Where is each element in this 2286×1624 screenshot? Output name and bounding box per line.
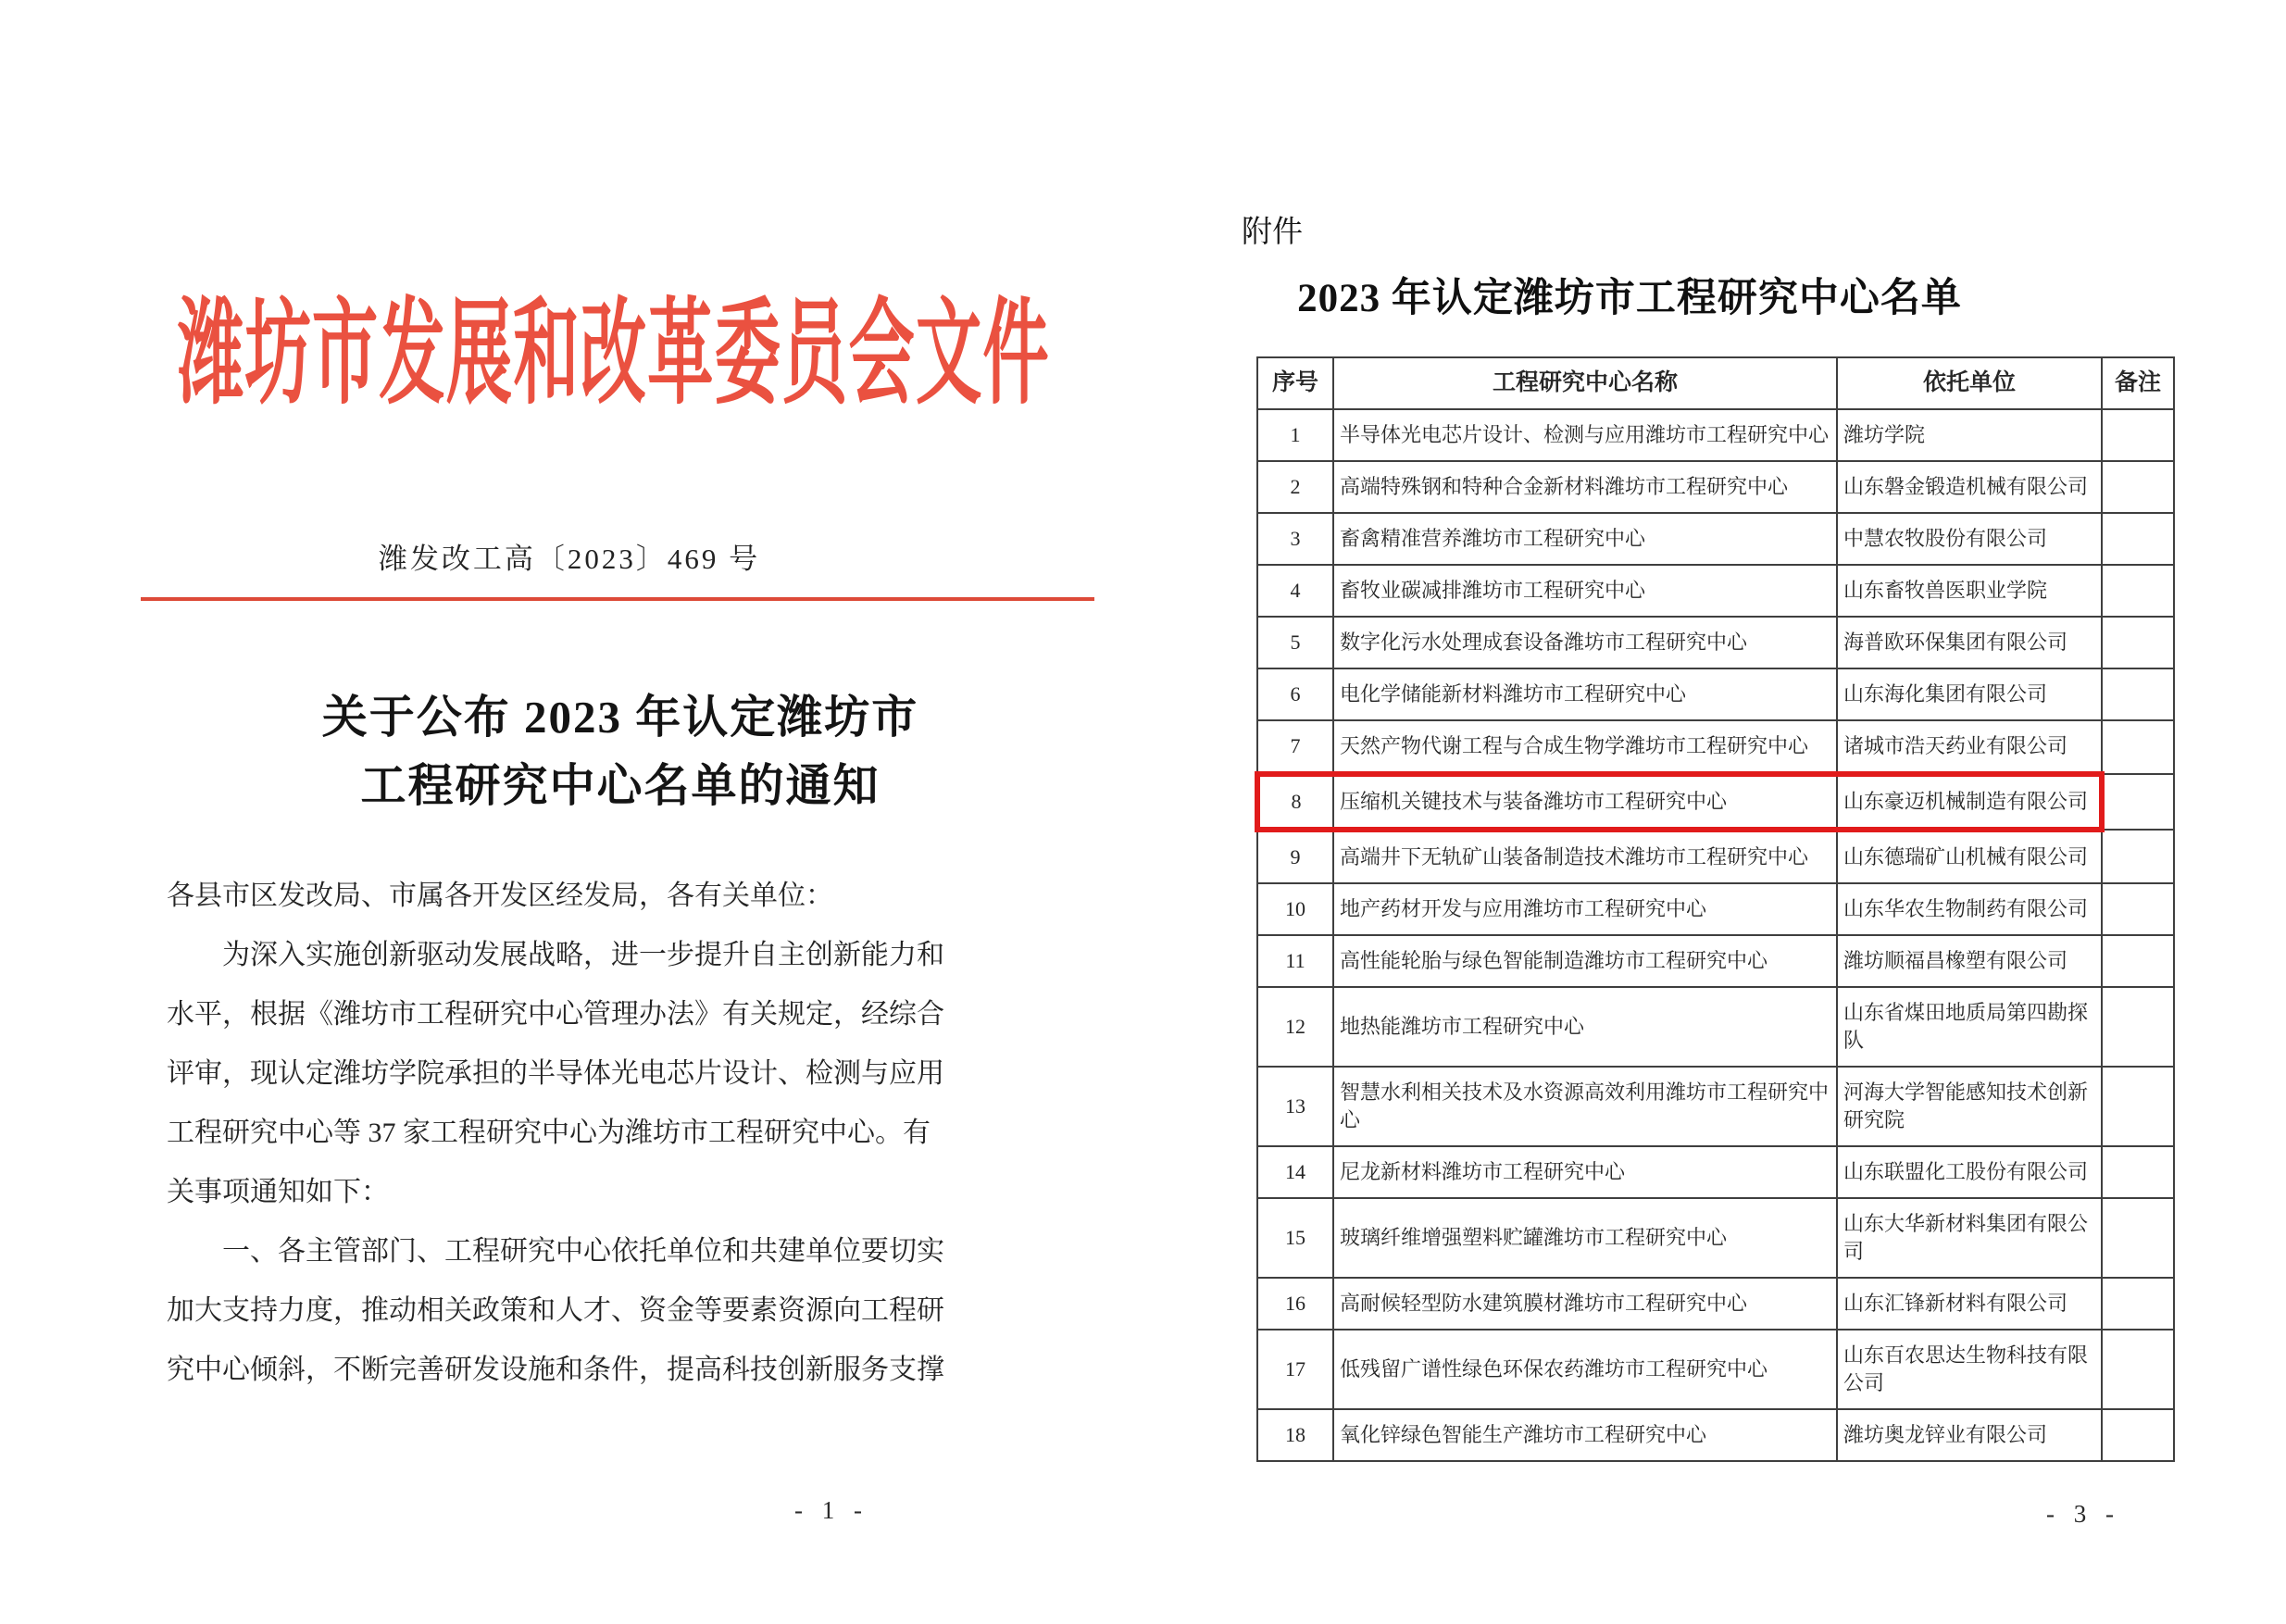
body-line: 工程研究中心等 37 家工程研究中心为潍坊市工程研究中心。有 — [167, 1118, 931, 1148]
table-body — [1257, 409, 2174, 1461]
cell-unit: 山东海化集团有限公司 — [1837, 668, 2102, 720]
cell-no: 9 — [1257, 830, 1333, 883]
cell-name: 畜禽精准营养潍坊市工程研究中心 — [1333, 513, 1837, 565]
cell-remark — [2102, 1198, 2174, 1278]
cell-unit: 山东豪迈机械制造有限公司 — [1837, 774, 2102, 830]
cell-remark — [2102, 409, 2174, 461]
cell-unit: 山东大华新材料集团有限公司 — [1837, 1198, 2102, 1278]
cell-unit: 河海大学智能感知技术创新研究院 — [1837, 1067, 2102, 1146]
column-header: 序号 — [1257, 357, 1333, 409]
page-number-right: - 3 - — [2046, 1500, 2120, 1528]
cell-unit: 潍坊顺福昌橡塑有限公司 — [1837, 935, 2102, 987]
cell-no: 6 — [1257, 668, 1333, 720]
table-row — [1257, 883, 2174, 935]
cell-name: 压缩机关键技术与装备潍坊市工程研究中心 — [1333, 774, 1837, 830]
cell-no: 14 — [1257, 1146, 1333, 1198]
cell-no: 10 — [1257, 883, 1333, 935]
cell-remark — [2102, 987, 2174, 1067]
cell-no: 1 — [1257, 409, 1333, 461]
table-row-highlighted — [1257, 774, 2174, 830]
table-row — [1257, 935, 2174, 987]
cell-unit: 山东磐金锻造机械有限公司 — [1837, 461, 2102, 513]
table-title: 2023 年认定潍坊市工程研究中心名单 — [1297, 277, 1962, 320]
cell-no: 8 — [1257, 774, 1333, 830]
cell-remark — [2102, 513, 2174, 565]
table-row — [1257, 1067, 2174, 1146]
body-line: 各县市区发改局、市属各开发区经发局，各有关单位： — [167, 881, 833, 911]
cell-no: 11 — [1257, 935, 1333, 987]
table-row — [1257, 830, 2174, 883]
table-row — [1257, 987, 2174, 1067]
cell-no: 18 — [1257, 1409, 1333, 1461]
cell-unit: 山东畜牧兽医职业学院 — [1837, 565, 2102, 617]
cell-name: 天然产物代谢工程与合成生物学潍坊市工程研究中心 — [1333, 720, 1837, 774]
table-row — [1257, 565, 2174, 617]
cell-unit: 山东省煤田地质局第四勘探队 — [1837, 987, 2102, 1067]
doc-number: 潍发改工高〔2023〕469 号 — [378, 543, 761, 575]
notice-title — [65, 683, 1176, 820]
cell-remark — [2102, 1278, 2174, 1330]
table-row — [1257, 1409, 2174, 1461]
cell-name: 数字化污水处理成套设备潍坊市工程研究中心 — [1333, 617, 1837, 668]
table-row — [1257, 513, 2174, 565]
cell-remark — [2102, 830, 2174, 883]
cell-no: 3 — [1257, 513, 1333, 565]
table-row — [1257, 720, 2174, 774]
cell-remark — [2102, 1067, 2174, 1146]
body-text — [167, 867, 963, 1400]
cell-remark — [2102, 668, 2174, 720]
cell-remark — [2102, 565, 2174, 617]
cell-name: 高耐候轻型防水建筑膜材潍坊市工程研究中心 — [1333, 1278, 1837, 1330]
body-line: 究中心倾斜，不断完善研发设施和条件，提高科技创新服务支撑 — [167, 1355, 944, 1385]
cell-no: 15 — [1257, 1198, 1333, 1278]
cell-no: 12 — [1257, 987, 1333, 1067]
cell-no: 17 — [1257, 1330, 1333, 1409]
table-header-row — [1257, 357, 2174, 409]
cell-no: 7 — [1257, 720, 1333, 774]
cell-name: 高性能轮胎与绿色智能制造潍坊市工程研究中心 — [1333, 935, 1837, 987]
body-line: 加大支持力度，推动相关政策和人才、资金等要素资源向工程研 — [167, 1295, 944, 1326]
column-header: 工程研究中心名称 — [1333, 357, 1837, 409]
cell-remark — [2102, 461, 2174, 513]
cell-name: 高端特殊钢和特种合金新材料潍坊市工程研究中心 — [1333, 461, 1837, 513]
body-line: 一、各主管部门、工程研究中心依托单位和共建单位要切实 — [167, 1236, 944, 1267]
table-row — [1257, 1278, 2174, 1330]
table-row — [1257, 1330, 2174, 1409]
notice-title-line1: 关于公布 2023 年认定潍坊市 — [321, 692, 919, 743]
body-line: 关事项通知如下： — [167, 1177, 389, 1207]
table-row — [1257, 617, 2174, 668]
cell-remark — [2102, 1409, 2174, 1461]
cell-unit: 山东汇锋新材料有限公司 — [1837, 1278, 2102, 1330]
table-row — [1257, 409, 2174, 461]
cell-unit: 山东联盟化工股份有限公司 — [1837, 1146, 2102, 1198]
column-header: 依托单位 — [1837, 357, 2102, 409]
cell-no: 2 — [1257, 461, 1333, 513]
cell-name: 低残留广谱性绿色环保农药潍坊市工程研究中心 — [1333, 1330, 1837, 1409]
body-line: 水平，根据《潍坊市工程研究中心管理办法》有关规定，经综合 — [167, 999, 944, 1030]
cell-unit: 潍坊奥龙锌业有限公司 — [1837, 1409, 2102, 1461]
cell-unit: 中慧农牧股份有限公司 — [1837, 513, 2102, 565]
cell-name: 高端井下无轨矿山装备制造技术潍坊市工程研究中心 — [1333, 830, 1837, 883]
cell-no: 13 — [1257, 1067, 1333, 1146]
cell-remark — [2102, 774, 2174, 830]
research-centers-table — [1255, 356, 2175, 1462]
cell-name: 玻璃纤维增强塑料贮罐潍坊市工程研究中心 — [1333, 1198, 1837, 1278]
red-divider — [141, 597, 1094, 601]
cell-remark — [2102, 617, 2174, 668]
table-row — [1257, 1198, 2174, 1278]
cell-remark — [2102, 935, 2174, 987]
body-line: 评审，现认定潍坊学院承担的半导体光电芯片设计、检测与应用 — [167, 1058, 944, 1089]
cell-no: 5 — [1257, 617, 1333, 668]
cell-remark — [2102, 1330, 2174, 1409]
cell-unit: 山东百农思达生物科技有限公司 — [1837, 1330, 2102, 1409]
cell-name: 智慧水利相关技术及水资源高效利用潍坊市工程研究中心 — [1333, 1067, 1837, 1146]
column-header: 备注 — [2102, 357, 2174, 409]
cell-name: 电化学储能新材料潍坊市工程研究中心 — [1333, 668, 1837, 720]
cell-name: 畜牧业碳减排潍坊市工程研究中心 — [1333, 565, 1837, 617]
table-row — [1257, 668, 2174, 720]
table-row — [1257, 461, 2174, 513]
cell-unit: 山东德瑞矿山机械有限公司 — [1837, 830, 2102, 883]
cell-unit: 海普欧环保集团有限公司 — [1837, 617, 2102, 668]
cell-remark — [2102, 1146, 2174, 1198]
notice-title-line2: 工程研究中心名单的通知 — [360, 760, 881, 811]
cell-unit: 潍坊学院 — [1837, 409, 2102, 461]
cell-name: 半导体光电芯片设计、检测与应用潍坊市工程研究中心 — [1333, 409, 1837, 461]
masthead-title: 潍坊市发展和改革委员会文件 — [178, 291, 1050, 418]
cell-name: 地热能潍坊市工程研究中心 — [1333, 987, 1837, 1067]
cell-remark — [2102, 720, 2174, 774]
cell-no: 16 — [1257, 1278, 1333, 1330]
cell-name: 地产药材开发与应用潍坊市工程研究中心 — [1333, 883, 1837, 935]
body-line: 为深入实施创新驱动发展战略，进一步提升自主创新能力和 — [167, 940, 944, 970]
attachment-label: 附件 — [1242, 216, 1303, 249]
cell-name: 氧化锌绿色智能生产潍坊市工程研究中心 — [1333, 1409, 1837, 1461]
cell-unit: 诸城市浩天药业有限公司 — [1837, 720, 2102, 774]
cell-no: 4 — [1257, 565, 1333, 617]
page-number-left: - 1 - — [794, 1496, 868, 1524]
cell-remark — [2102, 883, 2174, 935]
cell-name: 尼龙新材料潍坊市工程研究中心 — [1333, 1146, 1837, 1198]
table-row — [1257, 1146, 2174, 1198]
cell-unit: 山东华农生物制药有限公司 — [1837, 883, 2102, 935]
